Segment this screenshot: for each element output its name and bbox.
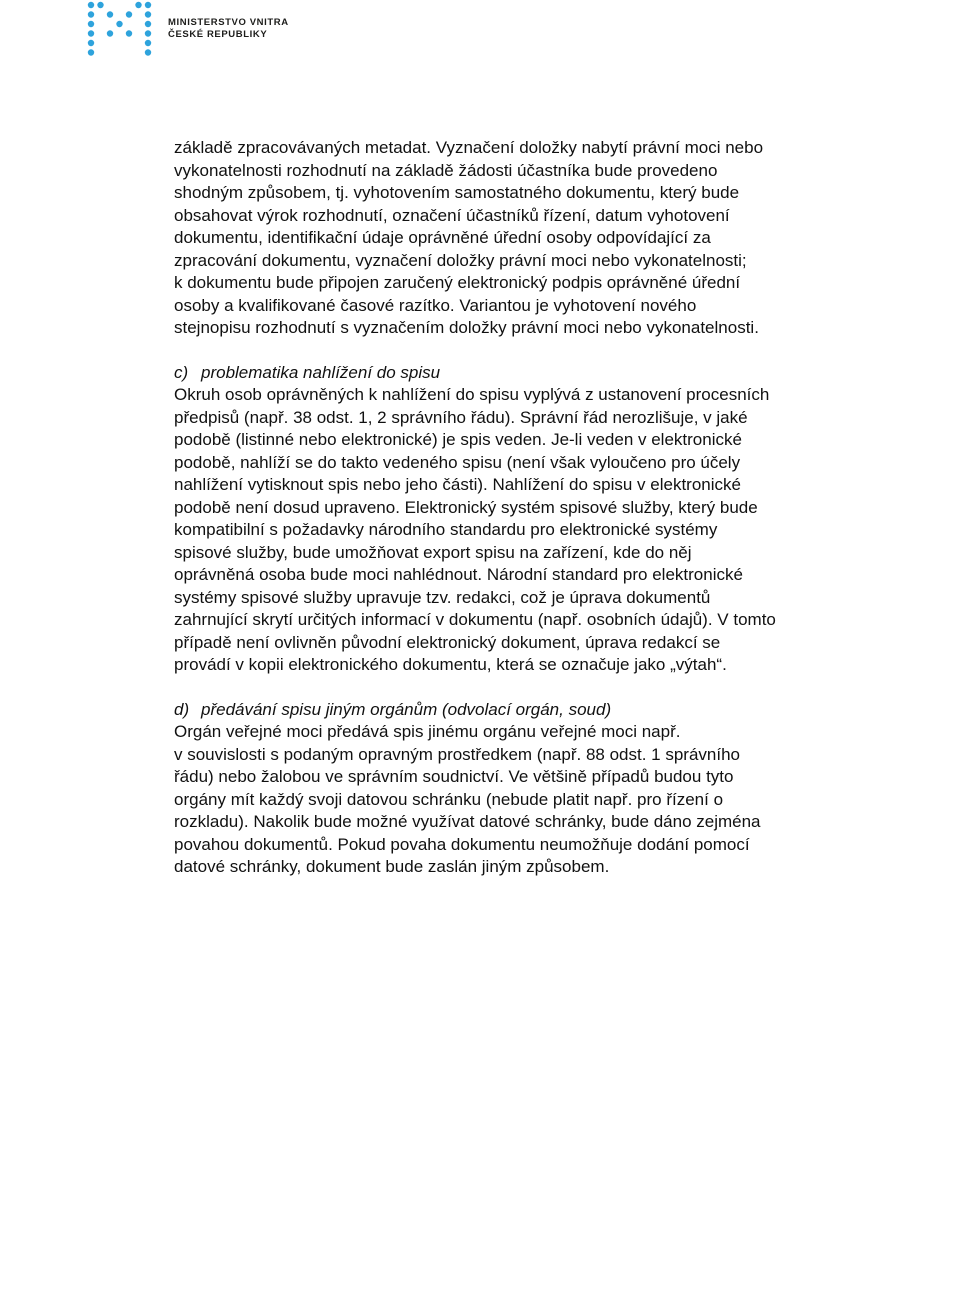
- section-file-transfer: [174, 699, 874, 879]
- logo-dot: [88, 30, 94, 36]
- text-line: podobě není dosud upraveno. Elektronický systém spisové služby, který bude: [174, 497, 758, 517]
- logo-dot: [97, 2, 103, 8]
- logo-dot: [126, 30, 132, 36]
- logo-dot: [107, 11, 113, 17]
- text-line: podobě, nahlíží se do takto vedeného spisu (není však vyloučeno pro účely: [174, 452, 741, 472]
- logo-dot: [107, 30, 113, 36]
- text-line: předpisů (např. 38 odst. 1, 2 správního řádu). Správní řád nerozlišuje, v jaké: [174, 407, 748, 427]
- text-line: dokumentu, identifikační údaje oprávněné úřední osoby odpovídající za: [174, 228, 711, 247]
- text-line: systémy spisové služby upravuje tzv. redakci, což je úprava dokumentů: [174, 587, 711, 607]
- text-line: případě není ovlivněn původní elektronický dokument, úprava redakcí se: [174, 632, 721, 652]
- logo-dot: [145, 40, 151, 46]
- logo-dot: [145, 30, 151, 36]
- logo-dot: [145, 2, 151, 8]
- logo-dot: [116, 21, 122, 27]
- text-line: podobě (listinné nebo elektronické) je spis veden. Je-li veden v elektronické: [174, 430, 742, 449]
- logo-dot: [88, 11, 94, 17]
- text-line: Okruh osob oprávněných k nahlížení do spisu vyplývá z ustanovení procesních: [174, 385, 770, 404]
- text-line: orgány mít každý svoji datovou schránku (nebude platit např. pro řízení o: [174, 789, 724, 809]
- logo-dot: [88, 21, 94, 27]
- text-line: rozkladu). Nakolik bude možné využívat datové schránky, bude dáno zejména: [174, 812, 761, 831]
- text-line: povahou dokumentů. Pokud povaha dokumentu neumožňuje dodání pomocí: [174, 834, 750, 854]
- logo-dot: [126, 11, 132, 17]
- ministry-of-interior-dot-logo-icon: [86, 0, 152, 58]
- text-line: k dokumentu bude připojen zaručený elektronický podpis oprávněné úřední: [174, 273, 741, 292]
- text-line: provádí v kopii elektronického dokumentu, která se označuje jako „výtah“.: [174, 655, 727, 674]
- text-line: v souvislosti s podaným opravným prostředkem (např. 88 odst. 1 správního: [174, 744, 740, 764]
- logo-dot: [145, 21, 151, 27]
- section-title: problematika nahlížení do spisu: [201, 362, 441, 382]
- section-marker: d): [174, 699, 190, 719]
- text-line: kompatibilní s požadavky národního standardu pro elektronické systémy: [174, 520, 718, 539]
- text-line: oprávněná osoba bude moci nahlédnout. Národní standard pro elektronické: [174, 565, 743, 584]
- ministry-name-line-2: ČESKÉ REPUBLIKY: [168, 29, 268, 40]
- paragraph-spacer: [174, 340, 874, 362]
- text-line: spisové služby, bude umožňovat export spisu na zařízení, kde do něj: [174, 542, 692, 562]
- text-line: zahrnující skrytí určitých informací v dokumentu (např. osobních údajů). V tomto: [174, 610, 776, 629]
- section-file-inspection: [174, 362, 874, 677]
- ministry-header: [86, 0, 289, 60]
- paragraph-legal-effect: [174, 137, 874, 340]
- ministry-name-line-1: MINISTERSTVO VNITRA: [168, 17, 289, 28]
- text-line: vykonatelnosti rozhodnutí na základě žádosti účastníka bude provedeno: [174, 160, 718, 180]
- logo-dot: [88, 49, 94, 55]
- section-heading: [174, 699, 874, 722]
- text-line: zpracování dokumentu, vyznačení doložky právní moci nebo vykonatelnosti;: [174, 250, 747, 270]
- text-line: Orgán veřejné moci předává spis jinému orgánu veřejné moci např.: [174, 722, 681, 741]
- text-line: datové schránky, dokument bude zaslán jiným způsobem.: [174, 857, 610, 876]
- logo-dot: [145, 49, 151, 55]
- section-heading: [174, 362, 874, 385]
- logo-dot: [88, 40, 94, 46]
- text-line: obsahovat výrok rozhodnutí, označení účastníků řízení, datum vyhotovení: [174, 205, 730, 225]
- text-line: nahlížení vytisknout spis nebo jeho části). Nahlížení do spisu v elektronické: [174, 475, 741, 494]
- ministry-name: [168, 17, 289, 41]
- text-line: shodným způsobem, tj. vyhotovením samostatného dokumentu, který bude: [174, 183, 740, 202]
- text-line: základě zpracovávaných metadat. Vyznačení doložky nabytí právní moci nebo: [174, 138, 764, 157]
- text-line: stejnopisu rozhodnutí s vyznačením doložky právní moci nebo vykonatelnosti.: [174, 318, 759, 337]
- logo-dot: [135, 2, 141, 8]
- section-marker: c): [174, 362, 189, 382]
- text-line: osoby a kvalifikované časové razítko. Variantou je vyhotovení nového: [174, 295, 697, 315]
- section-title: předávání spisu jiným orgánům (odvolací orgán, soud): [201, 699, 612, 719]
- text-line: řádu) nebo žalobou ve správním soudnictví. Ve většině případů budou tyto: [174, 767, 734, 786]
- logo-dot: [145, 11, 151, 17]
- paragraph-spacer: [174, 677, 874, 699]
- logo-dot: [88, 2, 94, 8]
- document-body: [174, 137, 874, 879]
